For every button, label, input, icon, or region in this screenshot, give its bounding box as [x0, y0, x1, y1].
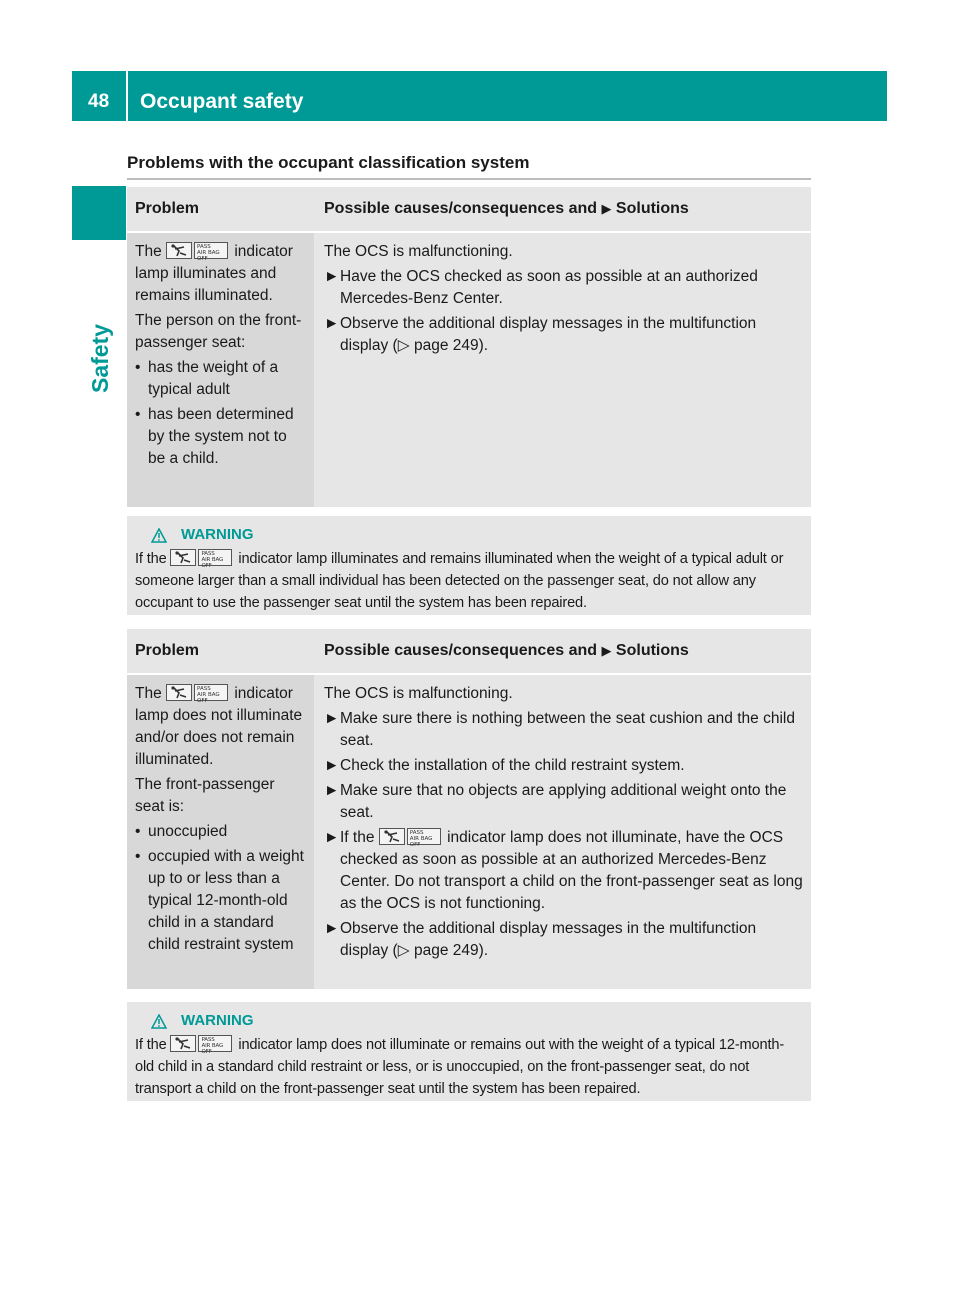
problem-cell: The PASS AIR BAG OFF indicator lamp does not illuminate and/or does not remain illuminated. The front-passenger seat is: • unoccupied • occupied with a weight up to or less than a typical 12-month-old child in a standard child restraint system	[127, 674, 314, 989]
table-row	[127, 232, 811, 507]
warning-heading: WARNING	[135, 524, 803, 546]
pass-airbag-off-icon: PASS AIR BAG OFF	[194, 684, 228, 701]
section-title: Problems with the occupant classification system	[127, 153, 530, 172]
solution-cell	[314, 674, 811, 989]
table-header-row	[127, 629, 811, 674]
step-item: ► Check the installation of the child restraint system.	[324, 755, 803, 777]
problem-table-1	[127, 187, 811, 507]
page-header	[72, 71, 887, 121]
step-arrow-icon: ►	[324, 920, 340, 937]
passenger-seat-icon	[170, 549, 196, 566]
problem-table-2	[127, 629, 811, 989]
play-arrow-icon: ▶	[601, 201, 612, 216]
chapter-title: Occupant safety	[140, 90, 304, 113]
pass-airbag-off-icon: PASS AIR BAG OFF	[194, 242, 228, 259]
page-ref-triangle-icon: ▷	[397, 337, 410, 354]
title-divider	[127, 178, 811, 180]
warning-text: If the PASS AIR BAG OFF indicator lamp illuminates and remains illuminated when the weight of a typical adult or someone larger than a small individual has been detected on the passenger seat, do not allow any occupant to use the passenger seat until the system has been repaired.	[135, 551, 784, 611]
problem-note: The front-passenger seat is:	[135, 776, 275, 815]
step-item: ► If the PASS AIR BAG OFF indicator lamp does not illuminate, have the OCS checked as soon as possible at an authorized Mercedes-Benz Center. Do not transport a child on the front-passenger seat as long as the OCS is not functioning.	[324, 829, 803, 912]
warning-text: If the PASS AIR BAG OFF indicator lamp does not illuminate or remains out with the weight of a typical 12-month-old child in a standard child restraint or less, or is unoccupied, on the front-passenger seat, do not transport a child on the front-passenger seat until the system has been repaired.	[135, 1037, 785, 1097]
passenger-seat-icon	[166, 684, 192, 701]
step-item: ► Make sure that no objects are applying additional weight onto the seat.	[324, 782, 787, 821]
step-arrow-icon: ►	[324, 782, 340, 799]
problem-cell: The PASS AIR BAG OFF indicator lamp illuminates and remains illuminated. The person on the front-passenger seat: • has the weight of a typical adult • has been determined by the system not to be a child.	[127, 232, 314, 507]
step-arrow-icon: ►	[324, 829, 340, 846]
passenger-seat-icon	[170, 1035, 196, 1052]
step-item: ► Observe the additional display messages in the multifunction display (▷ page 249).	[324, 920, 757, 959]
list-item: • has been determined by the system not to be a child.	[135, 406, 294, 467]
header-solution: Possible causes/consequences and ▶ Solutions	[314, 187, 811, 232]
warning-box-1	[127, 516, 811, 615]
step-item: ► Observe the additional display messages in the multifunction display (▷ page 249).	[324, 315, 757, 354]
pass-airbag-off-icon: PASS AIR BAG OFF	[198, 1035, 232, 1052]
table-row	[127, 674, 811, 989]
step-item: ► Make sure there is nothing between the seat cushion and the child seat.	[324, 710, 795, 749]
warning-heading: WARNING	[135, 1010, 803, 1032]
step-arrow-icon: ►	[324, 757, 340, 774]
step-arrow-icon: ►	[324, 710, 340, 727]
passenger-seat-icon	[166, 242, 192, 259]
step-arrow-icon: ►	[324, 268, 340, 285]
header-problem: Problem	[127, 187, 314, 232]
step-arrow-icon: ►	[324, 315, 340, 332]
page-reference[interactable]: page 249	[413, 942, 479, 959]
side-tab-block	[72, 186, 126, 240]
solution-cell	[314, 232, 811, 507]
passenger-seat-icon	[379, 828, 405, 845]
list-item: • has the weight of a typical adult	[135, 359, 279, 398]
warning-box-2	[127, 1002, 811, 1101]
warning-triangle-icon	[151, 528, 167, 543]
problem-note: The person on the front-passenger seat:	[135, 312, 302, 351]
page-number: 48	[88, 91, 110, 112]
pass-airbag-off-icon: PASS AIR BAG OFF	[407, 828, 441, 845]
side-tab-label: Safety	[87, 323, 114, 393]
play-arrow-icon: ▶	[601, 643, 612, 658]
pass-airbag-off-icon: PASS AIR BAG OFF	[198, 549, 232, 566]
cause-text: The OCS is malfunctioning.	[324, 685, 513, 702]
header-solution: Possible causes/consequences and ▶ Solutions	[314, 629, 811, 674]
step-item: ► Have the OCS checked as soon as possible at an authorized Mercedes-Benz Center.	[324, 268, 758, 307]
table-header-row	[127, 187, 811, 232]
page-ref-triangle-icon: ▷	[397, 942, 410, 959]
warning-triangle-icon	[151, 1014, 167, 1029]
header-problem: Problem	[127, 629, 314, 674]
list-item: • unoccupied	[135, 823, 228, 840]
list-item: • occupied with a weight up to or less than a typical 12-month-old child in a standard child restraint system	[135, 848, 304, 953]
cause-text: The OCS is malfunctioning.	[324, 243, 513, 260]
page-reference[interactable]: page 249	[413, 337, 479, 354]
